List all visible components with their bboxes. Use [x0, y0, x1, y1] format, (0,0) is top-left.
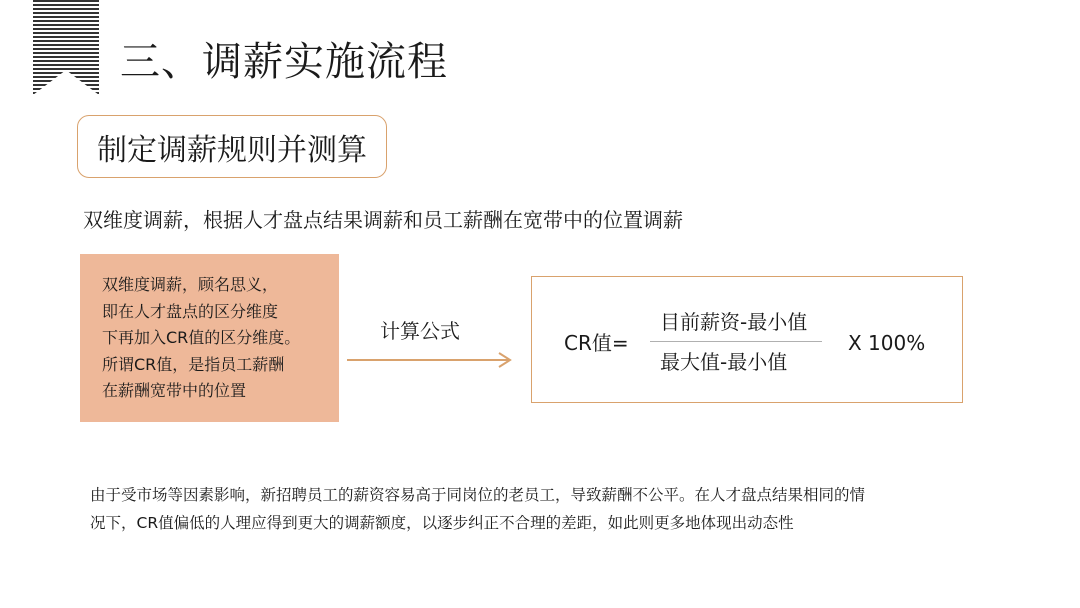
- formula-multiplier: X 100%: [848, 331, 926, 355]
- footer-paragraph: [90, 481, 1010, 537]
- description-line: 下再加入CR值的区分维度。: [102, 328, 301, 347]
- right-arrow-icon: [347, 352, 513, 368]
- striped-chevron-bookmark-icon: [33, 0, 99, 95]
- formula-denominator: 最大值-最小值: [660, 350, 788, 374]
- page-title: 三、调薪实施流程: [120, 39, 448, 85]
- section-title: 制定调薪规则并测算: [97, 132, 367, 168]
- arrow-label: 计算公式: [380, 319, 460, 343]
- description-line: 双维度调薪，顾名思义，: [102, 275, 279, 294]
- formula-numerator: 目前薪资-最小值: [660, 310, 808, 334]
- description-line: 即在人才盘点的区分维度: [102, 301, 279, 321]
- subtitle-text: 双维度调薪，根据人才盘点结果调薪和员工薪酬在宽带中的位置调薪: [83, 208, 683, 232]
- formula-box: [531, 276, 963, 403]
- fraction-line: [650, 341, 822, 342]
- footer-line: 况下，CR值偏低的人理应得到更大的调薪额度，以逐步纠正不合理的差距，如此则更多地体现出动态性: [90, 514, 794, 532]
- description-box: [80, 254, 339, 422]
- description-line: 所谓CR值，是指员工薪酬: [102, 354, 285, 374]
- description-line: 在薪酬宽带中的位置: [102, 381, 247, 400]
- footer-line: 由于受市场等因素影响，新招聘员工的薪资容易高于同岗位的老员工，导致薪酬不公平。在人才盘点结果相同的情: [90, 486, 866, 504]
- section-title-box: [77, 115, 387, 178]
- formula-lhs: CR值=: [564, 331, 629, 355]
